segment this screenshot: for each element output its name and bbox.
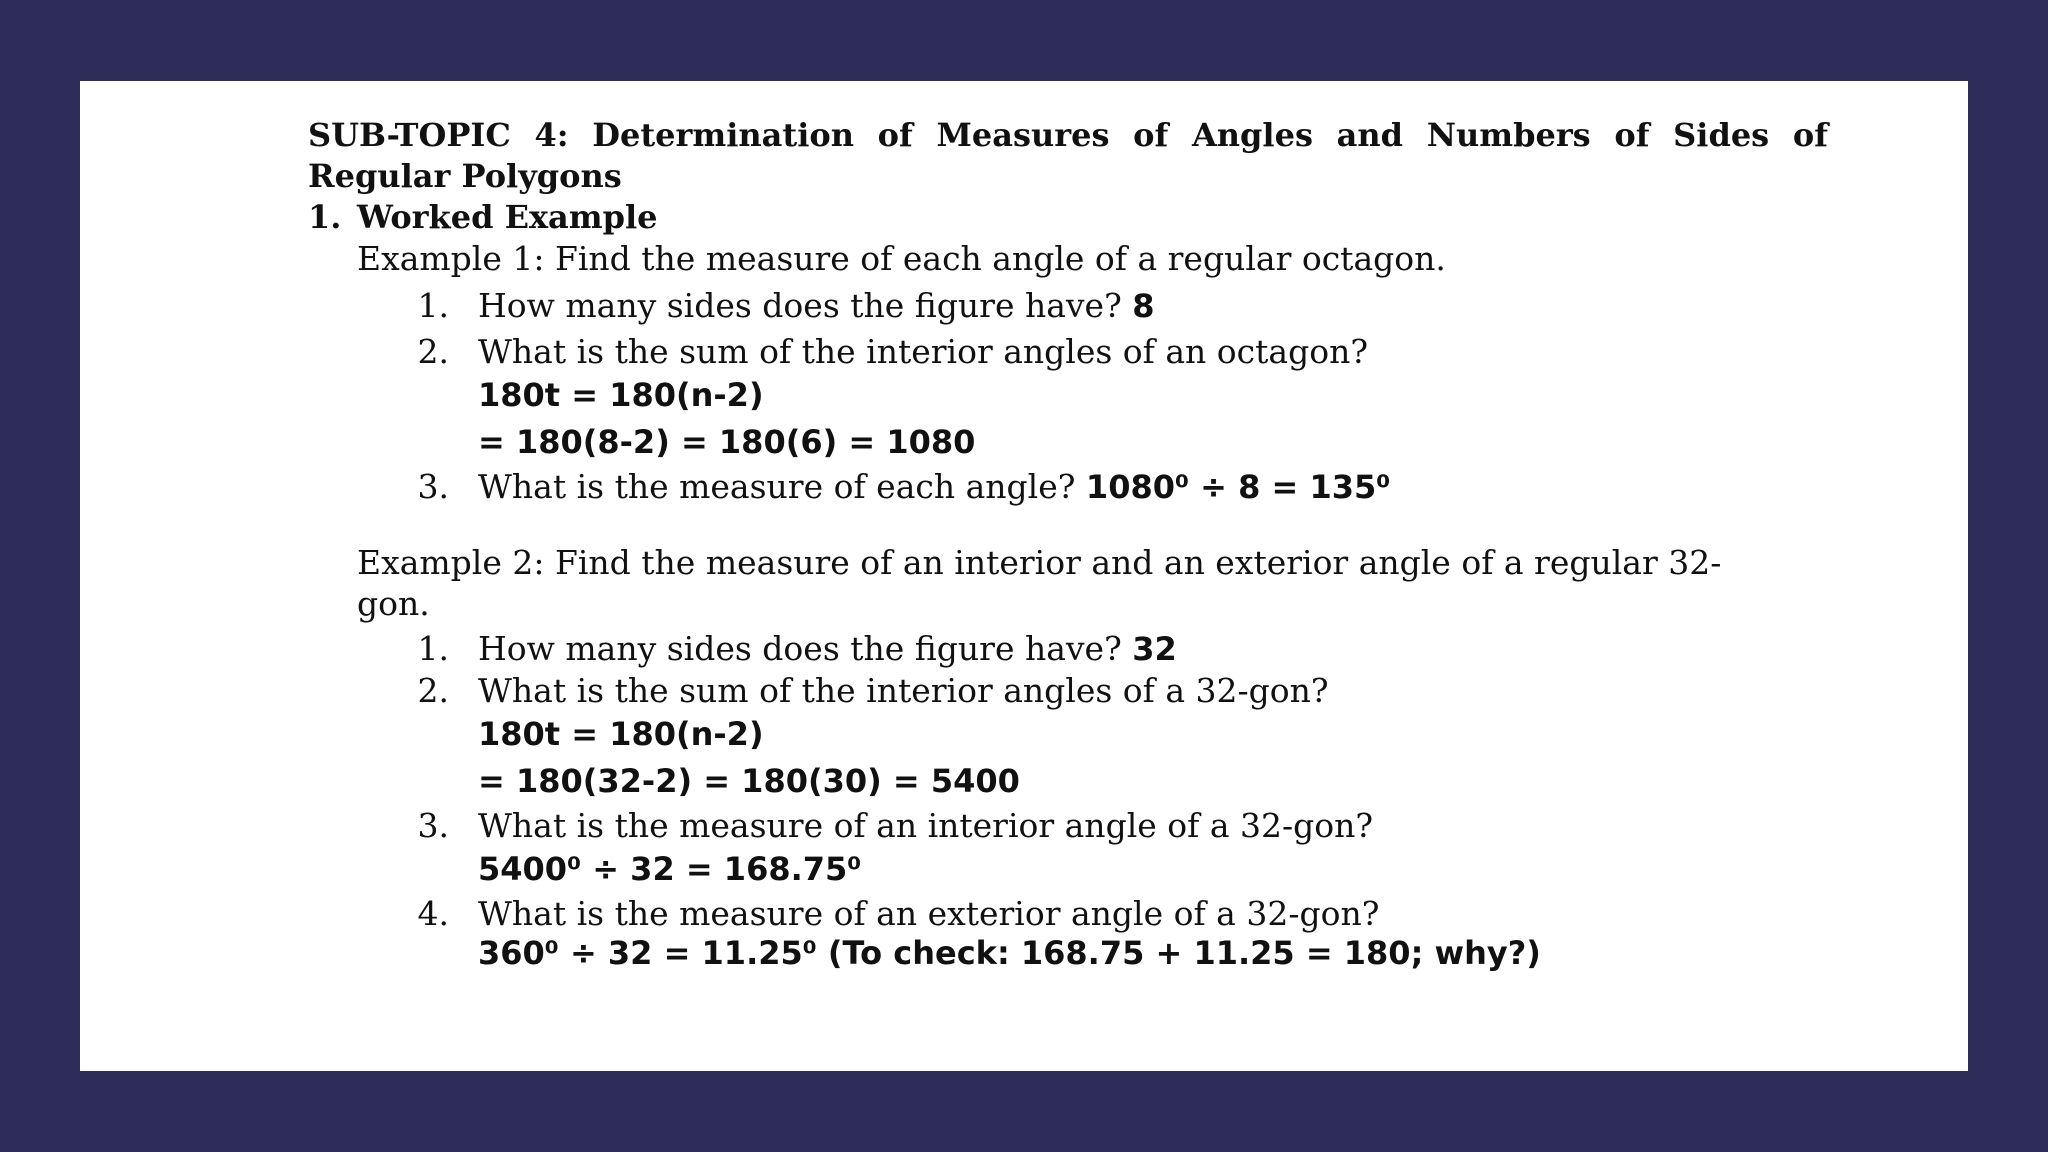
example-2-work-line-1: 180t = 180(n-2) xyxy=(478,715,764,753)
step-question: What is the measure of each angle? xyxy=(478,467,1076,506)
example-1-step-1 xyxy=(390,285,1828,327)
step-question: What is the sum of the interior angles of a 32-gon? xyxy=(478,671,1329,710)
step-number: 3. xyxy=(417,806,449,845)
step-question: What is the sum of the interior angles of an octagon? xyxy=(478,332,1369,371)
step-text xyxy=(478,466,1390,508)
document-page xyxy=(80,81,1968,1071)
step-text xyxy=(478,628,1177,670)
step-answer: 32 xyxy=(1132,630,1177,668)
example-1-step-3 xyxy=(390,466,1828,508)
example-2-title: Example 2: Find the measure of an interior and an exterior angle of a regular 32-gon. xyxy=(357,543,1722,623)
example-2-step-4 xyxy=(390,893,1828,934)
step-question: What is the measure of an exterior angle of a 32-gon? xyxy=(478,894,1380,933)
example-1-step-2 xyxy=(390,331,1828,372)
step-answer: 8 xyxy=(1132,287,1155,325)
step-number: 2. xyxy=(417,332,449,371)
step-question: How many sides does the figure have? xyxy=(478,629,1122,668)
example-1-work-line-2: = 180(8-2) = 180(6) = 1080 xyxy=(478,423,976,461)
example-2-step-2 xyxy=(390,670,1828,711)
example-1-work-line-1: 180t = 180(n-2) xyxy=(478,376,764,414)
step-text xyxy=(478,285,1155,327)
example-2-step-1 xyxy=(390,628,1828,670)
step-question: What is the measure of an interior angle of a 32-gon? xyxy=(478,806,1374,845)
step-number: 2. xyxy=(417,671,449,710)
example-2-work-line-3: 5400⁰ ÷ 32 = 168.75⁰ xyxy=(478,850,862,888)
example-1-title: Example 1: Find the measure of each angle of a regular octagon. xyxy=(357,239,1446,278)
step-number: 1. xyxy=(417,286,449,325)
example-2-work-line-2: = 180(32-2) = 180(30) = 5400 xyxy=(478,762,1020,800)
section-heading xyxy=(308,197,1828,238)
example-2-work-line-4: 360⁰ ÷ 32 = 11.25⁰ (To check: 168.75 + 11.25 = 180; why?) xyxy=(478,934,1541,972)
section-title: Worked Example xyxy=(357,198,658,236)
step-number: 4. xyxy=(417,894,449,933)
document-content xyxy=(308,115,1828,972)
step-answer: 1080⁰ ÷ 8 = 135⁰ xyxy=(1085,468,1391,506)
step-question: How many sides does the figure have? xyxy=(478,286,1122,325)
step-number: 3. xyxy=(417,467,449,506)
section-number: 1. xyxy=(308,198,342,236)
step-number: 1. xyxy=(417,629,449,668)
spacer xyxy=(308,508,1828,542)
subtopic-heading: SUB-TOPIC 4: Determination of Measures of Angles and Numbers of Sides of Regular Polygons xyxy=(308,116,1828,195)
example-2-step-3 xyxy=(390,805,1828,846)
